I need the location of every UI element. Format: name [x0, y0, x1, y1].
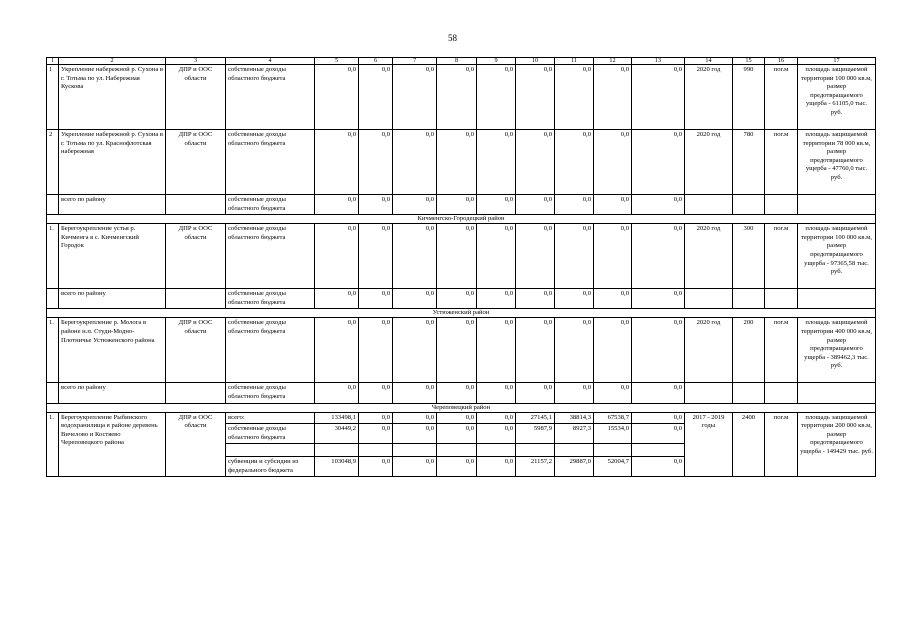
row-number — [47, 289, 59, 309]
row-number — [47, 383, 59, 403]
value-cell-empty — [359, 444, 393, 457]
value-cell: 0,0 — [315, 383, 359, 403]
value-cell: 0,0 — [555, 318, 594, 383]
value-cell: 0,0 — [393, 224, 437, 289]
value-cell: 0,0 — [555, 224, 594, 289]
header-cell: 11 — [555, 58, 594, 65]
row-number: 1. — [47, 224, 59, 289]
value-cell: 0,0 — [477, 424, 516, 444]
value-cell: 0,0 — [594, 383, 632, 403]
value-cell: 0,0 — [516, 383, 555, 403]
district-total-row — [47, 383, 876, 403]
value-cell: 0,0 — [632, 318, 685, 383]
section-title: Череповецкий район — [47, 403, 876, 412]
value-cell: 0,0 — [516, 65, 555, 130]
table-row — [47, 130, 876, 195]
measure-name: всего по району — [59, 383, 166, 403]
unit — [765, 195, 798, 215]
value-cell: 0,0 — [516, 195, 555, 215]
value-cell: 0,0 — [477, 412, 516, 424]
value-cell: 0,0 — [393, 195, 437, 215]
value-cell: 0,0 — [437, 383, 477, 403]
value-cell: 21157,2 — [516, 457, 555, 477]
value-cell-empty — [393, 444, 437, 457]
funding-source: собственные доходы областного бюджета — [226, 289, 315, 309]
value-cell: 0,0 — [315, 289, 359, 309]
header-cell: 15 — [733, 58, 765, 65]
effect-note — [798, 195, 876, 215]
effect-note: площадь защищаемой территории 100 000 кв.м, размер предотвращаемого ущерба - 61105,0 тыс. руб. — [798, 65, 876, 130]
measure-name: всего по району — [59, 195, 166, 215]
value-cell: 0,0 — [359, 424, 393, 444]
row-number: 1. — [47, 318, 59, 383]
header-cell: 13 — [632, 58, 685, 65]
executor: ДПР и ООС области — [166, 412, 226, 477]
effect-note: площадь защищаемой территории 78 000 кв.м, размер предотвращаемого ущерба - 47760,0 тыс. руб. — [798, 130, 876, 195]
value-cell: 0,0 — [393, 130, 437, 195]
value-cell: 38814,3 — [555, 412, 594, 424]
value-cell: 0,0 — [632, 289, 685, 309]
value-cell: 52004,7 — [594, 457, 632, 477]
value-cell: 0,0 — [393, 383, 437, 403]
value-cell: 0,0 — [359, 457, 393, 477]
value-cell: 0,0 — [393, 318, 437, 383]
header-row — [47, 58, 876, 65]
completion-year: 2017 - 2019 годы — [685, 412, 733, 477]
value-cell: 0,0 — [555, 130, 594, 195]
value-cell: 0,0 — [477, 65, 516, 130]
unit: пог.м — [765, 412, 798, 477]
value-cell: 0,0 — [437, 412, 477, 424]
value-cell: 0,0 — [437, 424, 477, 444]
section-row — [47, 215, 876, 224]
value-cell: 0,0 — [359, 412, 393, 424]
value-cell-empty — [516, 444, 555, 457]
value-cell: 0,0 — [477, 289, 516, 309]
completion-year — [685, 195, 733, 215]
funding-source: собственные доходы областного бюджета — [226, 318, 315, 383]
value-cell: 5987,9 — [516, 424, 555, 444]
measure-name: Укрепление набережной р. Сухона в г. Тотьма по ул. Краснофлотская набережная — [59, 130, 166, 195]
header-cell: 3 — [166, 58, 226, 65]
header-cell: 9 — [477, 58, 516, 65]
value-cell: 103048,9 — [315, 457, 359, 477]
header-cell: 10 — [516, 58, 555, 65]
value-cell: 30449,2 — [315, 424, 359, 444]
header-cell: 16 — [765, 58, 798, 65]
quantity: 200 — [733, 318, 765, 383]
row-number: 2 — [47, 130, 59, 195]
value-cell: 0,0 — [393, 424, 437, 444]
value-cell: 0,0 — [632, 412, 685, 424]
value-cell: 0,0 — [393, 457, 437, 477]
page-number: 58 — [448, 33, 457, 43]
effect-note: площадь защищаемой территории 400 000 кв.м, размер предотвращаемого ущерба - 389462,3 тыс. руб. — [798, 318, 876, 383]
value-cell: 0,0 — [315, 224, 359, 289]
value-cell: 0,0 — [477, 383, 516, 403]
value-cell: 0,0 — [477, 195, 516, 215]
value-cell: 27145,1 — [516, 412, 555, 424]
value-cell: 0,0 — [516, 130, 555, 195]
value-cell: 0,0 — [477, 224, 516, 289]
unit: пог.м — [765, 224, 798, 289]
value-cell: 0,0 — [632, 195, 685, 215]
quantity — [733, 383, 765, 403]
measure-name: Укрепление набережной р. Сухона в г. Тотьма по ул. Набережная Кускова — [59, 65, 166, 130]
section-title: Кичменгско-Городецкий район — [47, 215, 876, 224]
executor: ДПР и ООС области — [166, 130, 226, 195]
value-cell: 0,0 — [359, 130, 393, 195]
district-total-row — [47, 195, 876, 215]
header-cell: 2 — [59, 58, 166, 65]
completion-year — [685, 289, 733, 309]
value-cell-empty — [437, 444, 477, 457]
row-number: 1. — [47, 412, 59, 477]
header-cell: 8 — [437, 58, 477, 65]
measure-name: всего по району — [59, 289, 166, 309]
value-cell: 67538,7 — [594, 412, 632, 424]
header-cell: 7 — [393, 58, 437, 65]
value-cell-empty — [315, 444, 359, 457]
value-cell: 0,0 — [315, 130, 359, 195]
value-cell: 0,0 — [555, 289, 594, 309]
value-cell: 0,0 — [632, 130, 685, 195]
effect-note: площадь защищаемой территории 100 000 кв.м, размер предотвращаемого ущерба - 97365,58 тыс. руб. — [798, 224, 876, 289]
funding-source: всего: — [226, 412, 315, 424]
measure-name: Берегоукрепление Рыбинского водохранилища в районе деревень Вичелово и Костяево Череповецкого района — [59, 412, 166, 477]
header-cell: 5 — [315, 58, 359, 65]
table-row — [47, 412, 876, 424]
value-cell: 0,0 — [315, 195, 359, 215]
header-cell: 12 — [594, 58, 632, 65]
district-total-row — [47, 289, 876, 309]
executor — [166, 195, 226, 215]
value-cell: 0,0 — [437, 224, 477, 289]
value-cell: 0,0 — [594, 130, 632, 195]
value-cell: 0,0 — [594, 65, 632, 130]
funding-source: собственные доходы областного бюджета — [226, 224, 315, 289]
value-cell: 0,0 — [477, 457, 516, 477]
header-cell: 17 — [798, 58, 876, 65]
quantity: 2400 — [733, 412, 765, 477]
value-cell: 0,0 — [632, 224, 685, 289]
value-cell: 0,0 — [437, 289, 477, 309]
value-cell: 0,0 — [594, 224, 632, 289]
executor: ДПР и ООС области — [166, 224, 226, 289]
value-cell: 0,0 — [555, 195, 594, 215]
completion-year: 2020 год — [685, 318, 733, 383]
funding-source: собственные доходы областного бюджета — [226, 195, 315, 215]
unit: пог.м — [765, 318, 798, 383]
value-cell-empty — [555, 444, 594, 457]
executor — [166, 383, 226, 403]
value-cell: 0,0 — [437, 318, 477, 383]
value-cell: 15534,0 — [594, 424, 632, 444]
section-row — [47, 309, 876, 318]
budget-table — [46, 57, 876, 477]
header-cell: 4 — [226, 58, 315, 65]
row-number — [47, 195, 59, 215]
value-cell: 0,0 — [555, 383, 594, 403]
value-cell: 0,0 — [477, 318, 516, 383]
value-cell-empty — [477, 444, 516, 457]
executor: ДПР и ООС области — [166, 318, 226, 383]
header-cell: 1 — [47, 58, 59, 65]
completion-year: 2020 год — [685, 130, 733, 195]
value-cell: 0,0 — [393, 65, 437, 130]
value-cell: 0,0 — [359, 318, 393, 383]
quantity: 780 — [733, 130, 765, 195]
value-cell: 0,0 — [359, 224, 393, 289]
value-cell: 0,0 — [516, 224, 555, 289]
value-cell: 133498,1 — [315, 412, 359, 424]
value-cell: 0,0 — [393, 412, 437, 424]
value-cell: 29887,0 — [555, 457, 594, 477]
completion-year — [685, 383, 733, 403]
funding-source: субвенции и субсидии из федерального бюджета — [226, 457, 315, 477]
measure-name: Берегоукрепление р. Молога в районе н.п. Студи-Модно-Плотничье Устюженского района — [59, 318, 166, 383]
unit — [765, 383, 798, 403]
row-number: 1 — [47, 65, 59, 130]
value-cell: 0,0 — [393, 289, 437, 309]
value-cell: 0,0 — [594, 318, 632, 383]
unit: пог.м — [765, 65, 798, 130]
value-cell: 0,0 — [437, 195, 477, 215]
effect-note — [798, 383, 876, 403]
table-row — [47, 224, 876, 289]
value-cell: 0,0 — [359, 65, 393, 130]
value-cell: 0,0 — [632, 383, 685, 403]
funding-source: собственные доходы областного бюджета — [226, 65, 315, 130]
funding-source: собственные доходы областного бюджета — [226, 424, 315, 444]
unit: пог.м — [765, 130, 798, 195]
value-cell: 0,0 — [516, 289, 555, 309]
value-cell: 0,0 — [632, 424, 685, 444]
funding-source: собственные доходы областного бюджета — [226, 383, 315, 403]
value-cell: 0,0 — [359, 195, 393, 215]
value-cell: 0,0 — [516, 318, 555, 383]
quantity — [733, 289, 765, 309]
completion-year: 2020 год — [685, 224, 733, 289]
value-cell: 0,0 — [594, 289, 632, 309]
value-cell: 0,0 — [359, 383, 393, 403]
unit — [765, 289, 798, 309]
effect-note: площадь защищаемой территории 200 000 кв.м, размер предотвращаемого ущерба - 149429 тыс. руб. — [798, 412, 876, 477]
header-cell: 6 — [359, 58, 393, 65]
funding-source: собственные доходы областного бюджета — [226, 130, 315, 195]
section-row — [47, 403, 876, 412]
value-cell: 0,0 — [437, 457, 477, 477]
table-row — [47, 318, 876, 383]
section-title: Устюженский район — [47, 309, 876, 318]
value-cell: 0,0 — [477, 130, 516, 195]
value-cell-empty — [632, 444, 685, 457]
value-cell: 0,0 — [632, 457, 685, 477]
value-cell: 0,0 — [315, 65, 359, 130]
value-cell: 0,0 — [437, 65, 477, 130]
value-cell: 0,0 — [594, 195, 632, 215]
value-cell-empty — [594, 444, 632, 457]
funding-source-empty — [226, 444, 315, 457]
quantity: 300 — [733, 224, 765, 289]
effect-note — [798, 289, 876, 309]
executor: ДПР и ООС области — [166, 65, 226, 130]
executor — [166, 289, 226, 309]
value-cell: 0,0 — [315, 318, 359, 383]
value-cell: 0,0 — [632, 65, 685, 130]
measure-name: Берегоукрепление устья р. Кичменга в с. Кичменгский Городок — [59, 224, 166, 289]
value-cell: 0,0 — [437, 130, 477, 195]
value-cell: 0,0 — [555, 65, 594, 130]
table-row — [47, 65, 876, 130]
quantity: 990 — [733, 65, 765, 130]
value-cell: 0,0 — [359, 289, 393, 309]
quantity — [733, 195, 765, 215]
header-cell: 14 — [685, 58, 733, 65]
value-cell: 8927,3 — [555, 424, 594, 444]
completion-year: 2020 год — [685, 65, 733, 130]
